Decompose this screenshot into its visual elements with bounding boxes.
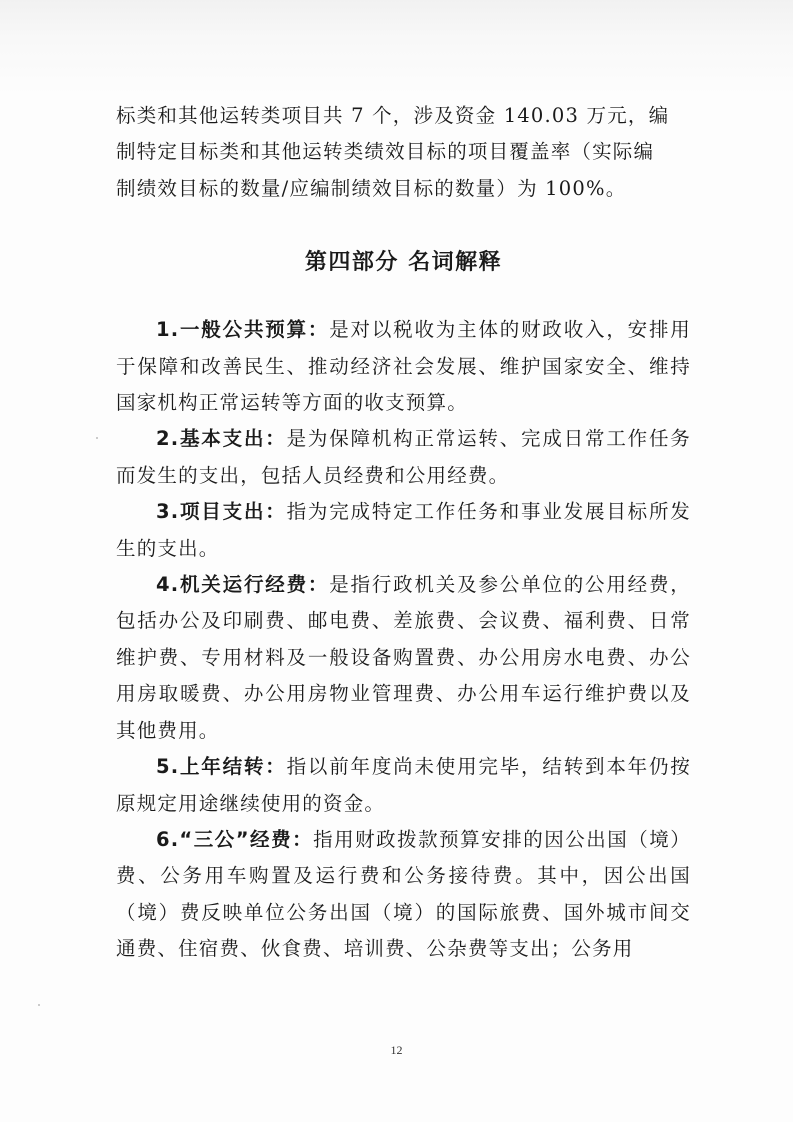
definition-paragraph (116, 312, 691, 421)
definition-paragraph (116, 567, 691, 749)
page-content (116, 98, 691, 968)
definition-text: 是指行政机关及参公单位的公用经费，包括办公及印刷费、邮电费、差旅费、会议费、福利费、日常维护费、专用材料及一般设备购置费、办公用房水电费、办公用房取暖费、办公用房物业管理费、办公用车运行维护费以及其他费用。 (116, 573, 691, 742)
definition-term: 1.一般公共预算： (156, 318, 330, 342)
definition-term: 3.项目支出： (156, 500, 287, 524)
intro-line: 标类和其他运转类项目共 7 个，涉及资金 140.03 万元，编 (116, 104, 670, 127)
definition-text: 指为完成特定工作任务和事业发展目标所发生的支出。 (116, 500, 691, 560)
section-title: 第四部分 名词解释 (304, 250, 503, 276)
page-number: 12 (390, 1043, 403, 1057)
definition-term: 5.上年结转： (156, 755, 287, 779)
scan-shadow (0, 0, 793, 95)
definition-term: 4.机关运行经费： (156, 573, 330, 597)
definition-term: 2.基本支出： (156, 427, 287, 451)
definition-text: 是对以税收为主体的财政收入，安排用于保障和改善民生、推动经济社会发展、维护国家安全、维持国家机构正常运转等方面的收支预算。 (116, 318, 691, 415)
scan-speck (38, 1004, 40, 1006)
definition-text: 指以前年度尚未使用完毕，结转到本年仍按原规定用途继续使用的资金。 (116, 755, 691, 815)
definition-paragraph (116, 421, 691, 494)
intro-line: 制绩效目标的数量/应编制绩效目标的数量）为 100%。 (116, 176, 627, 200)
scan-speck (96, 437, 98, 439)
definition-paragraph (116, 822, 691, 968)
definition-text: 是为保障机构正常运转、完成日常工作任务而发生的支出，包括人员经费和公用经费。 (116, 427, 691, 487)
definition-paragraph (116, 494, 691, 567)
definition-paragraph (116, 749, 691, 822)
definition-text: 指用财政拨款预算安排的因公出国（境）费、公务用车购置及运行费和公务接待费。其中，因公出国（境）费反映单位公务出国（境）的国际旅费、国外城市间交通费、住宿费、伙食费、培训费、公杂费等支出；公务用 (116, 827, 691, 961)
intro-line: 制特定目标类和其他运转类绩效目标的项目覆盖率（实际编 (116, 140, 655, 164)
definition-term: 6.“三公”经费： (156, 827, 314, 851)
